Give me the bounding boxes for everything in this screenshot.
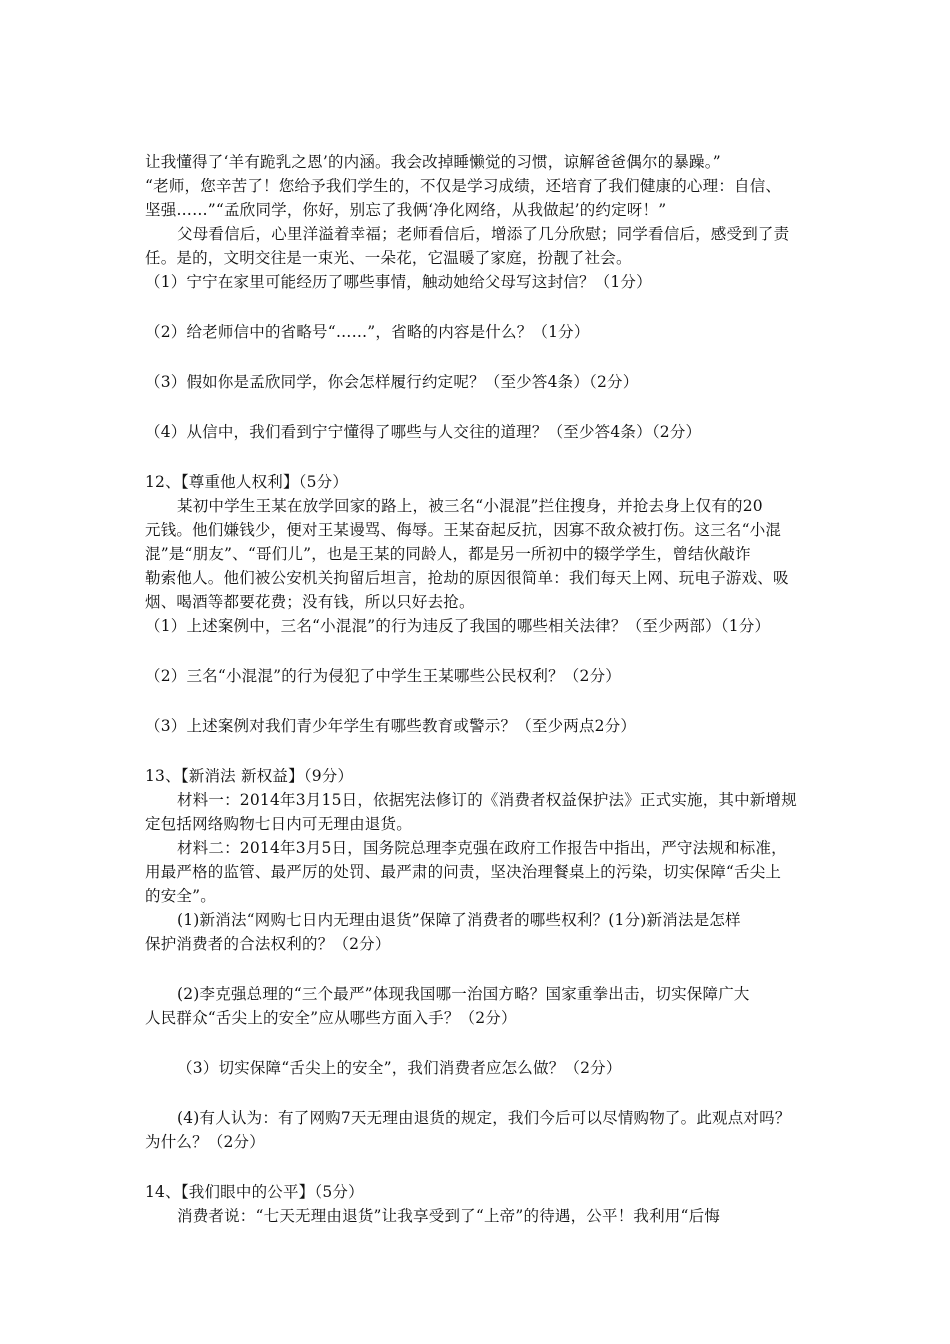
text-line: 勒索他人。他们被公安机关拘留后坦言，抢劫的原因很简单：我们每天上网、玩电子游戏、吸 <box>145 569 789 587</box>
text-line: 混”是“朋友”、“哥们儿”，也是王某的同龄人，都是另一所初中的辍学学生，曾结伙敲诈 <box>145 545 751 563</box>
text-line: 消费者说：“七天无理由退货”让我享受到了“上帝”的待遇，公平！我利用“后悔 <box>177 1207 721 1225</box>
section-heading: 13、【新消法 新权益】（9分） <box>145 767 354 785</box>
text-line: 烟、喝酒等都要花费；没有钱，所以只好去抢。 <box>145 593 475 611</box>
question-item: (4)有人认为：有了网购7天无理由退货的规定，我们今后可以尽情购物了。此观点对吗？ <box>177 1109 791 1127</box>
question-item: （1）上述案例中，三名“小混混”的行为违反了我国的哪些相关法律？（至少两部）（1分） <box>145 617 771 635</box>
text-line: “老师，您辛苦了！您给予我们学生的，不仅是学习成绩，还培育了我们健康的心理：自信、 <box>145 177 782 195</box>
text-line: 元钱。他们嫌钱少，便对王某谩骂、侮辱。王某奋起反抗，因寡不敌众被打伤。这三名“小混 <box>145 521 782 539</box>
question-item: （3）假如你是孟欣同学，你会怎样履行约定呢？（至少答4条）（2分） <box>145 373 639 391</box>
question-item: (1)新消法“网购七日内无理由退货”保障了消费者的哪些权利？(1分)新消法是怎样 <box>177 911 741 929</box>
section-heading: 14、【我们眼中的公平】（5分） <box>145 1183 364 1201</box>
question-item: (2)李克强总理的“三个最严”体现我国哪一治国方略？国家重拳出击，切实保障广大 <box>177 985 750 1003</box>
text-line: 用最严格的监管、最严厉的处罚、最严肃的问责，坚决治理餐桌上的污染，切实保障“舌尖上 <box>145 863 782 881</box>
text-line: 某初中学生王某在放学回家的路上，被三名“小混混”拦住搜身，并抢去身上仅有的20 <box>177 497 763 515</box>
question-item: （2）给老师信中的省略号“……”，省略的内容是什么？（1分） <box>145 323 590 341</box>
text-line: 的安全”。 <box>145 887 216 905</box>
section-heading: 12、【尊重他人权利】（5分） <box>145 473 349 491</box>
question-item: 保护消费者的合法权利的？（2分） <box>145 935 391 953</box>
question-item: 人民群众“舌尖上的安全”应从哪些方面入手？（2分） <box>145 1009 517 1027</box>
text-line: 定包括网络购物七日内可无理由退货。 <box>145 815 412 833</box>
question-item: （3）切实保障“舌尖上的安全”，我们消费者应怎么做？（2分） <box>177 1059 622 1077</box>
text-line: 任。是的，文明交往是一束光、一朵花，它温暖了家庭，扮靓了社会。 <box>145 249 632 267</box>
question-item: （4）从信中，我们看到宁宁懂得了哪些与人交往的道理？（至少答4条）（2分） <box>145 423 702 441</box>
text-line: 父母看信后，心里洋溢着幸福；老师看信后，增添了几分欣慰；同学看信后，感受到了责 <box>177 225 790 243</box>
question-item: （3）上述案例对我们青少年学生有哪些教育或警示？（至少两点2分） <box>145 717 637 735</box>
text-line: 材料二：2014年3月5日，国务院总理李克强在政府工作报告中指出，严守法规和标准， <box>177 839 787 857</box>
question-item: （1）宁宁在家里可能经历了哪些事情，触动她给父母写这封信？（1分） <box>145 273 652 291</box>
text-line: 让我懂得了‘羊有跪乳之恩’的内涵。我会改掉睡懒觉的习惯，谅解爸爸偶尔的暴躁。” <box>145 153 721 171</box>
text-line: 坚强……”“孟欣同学，你好，别忘了我俩‘净化网络，从我做起’的约定呀！” <box>145 201 667 219</box>
question-item: （2）三名“小混混”的行为侵犯了中学生王某哪些公民权利？（2分） <box>145 667 621 685</box>
question-item: 为什么？（2分） <box>145 1133 265 1151</box>
text-line: 材料一：2014年3月15日，依据宪法修订的《消费者权益保护法》正式实施，其中新增规 <box>177 791 797 809</box>
